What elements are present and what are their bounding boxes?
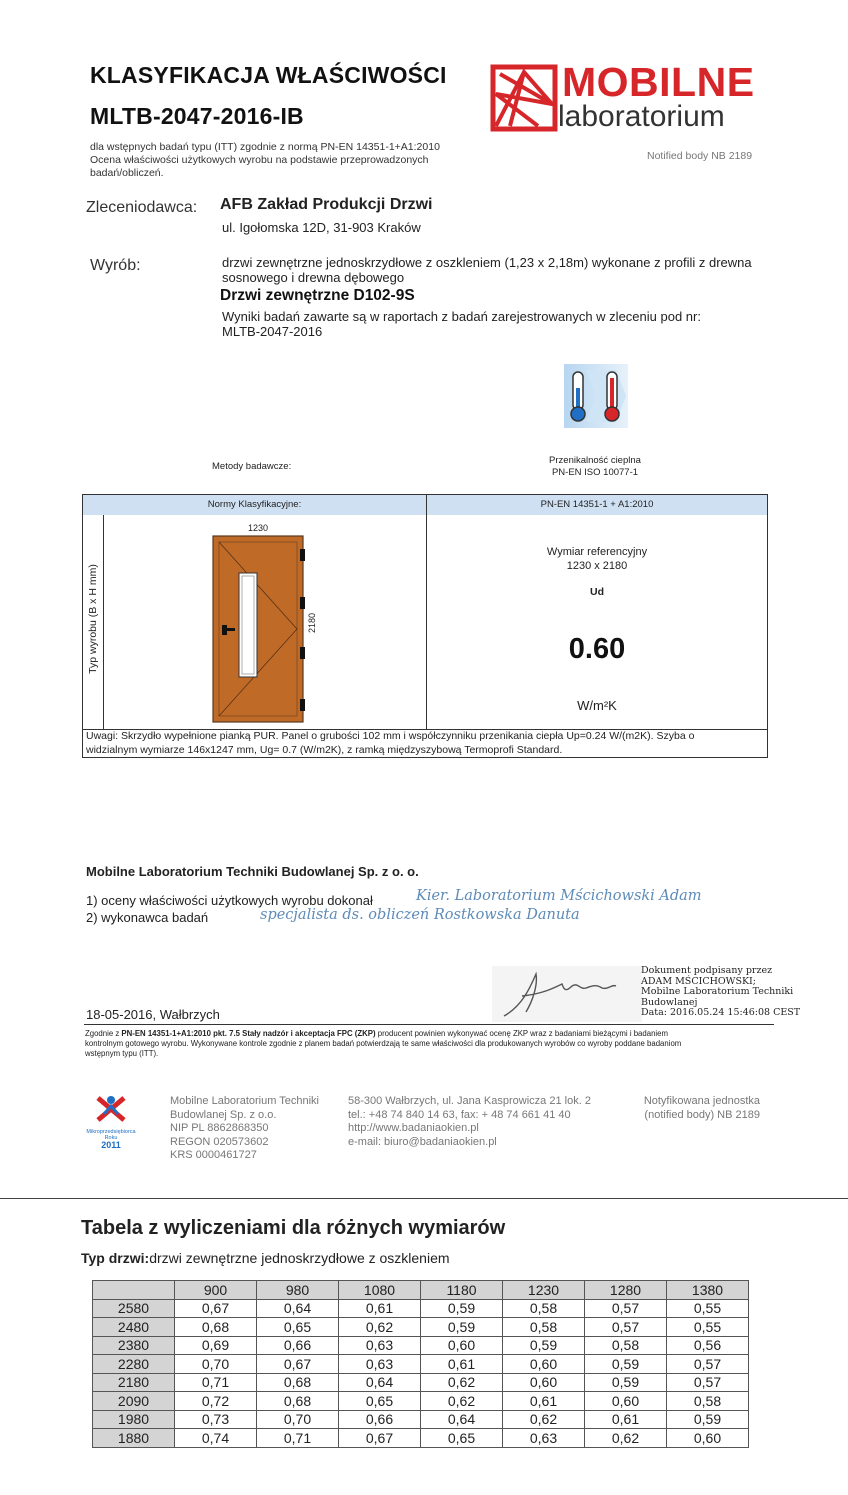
fpc-line: kontrolnym gotowego wyrobu. Wykonywane kontrole zgodnie z planem badań potwierdzają te same właściwości dla produkowanych wyrobów co wyroby poddane badaniom: [85, 1039, 682, 1048]
height-header-cell: 2480: [93, 1318, 175, 1337]
u-value-table: [92, 1280, 749, 1448]
u-value-cell: 0,57: [667, 1373, 749, 1392]
table-row: [93, 1336, 749, 1355]
width-header-cell: 1280: [585, 1281, 667, 1300]
footer-contact: [348, 1095, 591, 1149]
footer-line: NIP PL 8862868350: [170, 1122, 269, 1134]
door-type: [81, 1250, 450, 1266]
assessor-name: Kier. Laboratorium Mścichowski Adam: [416, 888, 702, 904]
u-value-cell: 0,67: [339, 1429, 421, 1448]
u-value-cell: 0,68: [257, 1392, 339, 1411]
u-value-cell: 0,63: [339, 1355, 421, 1374]
digital-sig-line: Budowlanej: [641, 996, 698, 1008]
digital-sig-line: ADAM MŚCICHOWSKI;: [641, 975, 757, 987]
u-value-cell: 0,55: [667, 1299, 749, 1318]
results-line: Wyniki badań zawarte są w raportach z badań zarejestrowanych w zleceniu pod nr:: [222, 309, 701, 324]
height-header-cell: 2090: [93, 1392, 175, 1411]
ud-value: 0.60: [568, 633, 626, 665]
u-value-cell: 0,66: [257, 1336, 339, 1355]
u-value-cell: 0,58: [503, 1318, 585, 1337]
product-description: [222, 255, 762, 285]
u-value-cell: 0,62: [585, 1429, 667, 1448]
intro-line: dla wstępnych badań typu (ITT) zgodnie z normą PN-EN 14351-1+A1:2010: [90, 141, 440, 153]
width-header-cell: 1230: [503, 1281, 585, 1300]
logo-text-laboratorium: laboratorium: [558, 100, 725, 133]
award-text: Roku: [104, 1135, 118, 1141]
product-model: Drzwi zewnętrzne D102-9S: [220, 287, 415, 304]
date-place: 18-05-2016, Wałbrzych: [86, 1007, 220, 1022]
table-row: [93, 1373, 749, 1392]
width-header-cell: 1380: [667, 1281, 749, 1300]
u-value-cell: 0,61: [503, 1392, 585, 1411]
u-value-cell: 0,68: [175, 1318, 257, 1337]
u-value-cell: 0,63: [503, 1429, 585, 1448]
tester-name: specjalista ds. obliczeń Rostkowska Danuta: [260, 907, 580, 923]
result-cell: [427, 515, 767, 729]
client-name: AFB Zakład Produkcji Drzwi: [220, 196, 433, 213]
u-value-cell: 0,60: [503, 1355, 585, 1374]
u-value-cell: 0,67: [175, 1299, 257, 1318]
u-value-cell: 0,61: [421, 1355, 503, 1374]
footer-email-link[interactable]: e-mail: biuro@badaniaokien.pl: [348, 1135, 497, 1148]
table-row: [93, 1299, 749, 1318]
fpc-prefix: Zgodnie z: [85, 1029, 122, 1038]
u-value-cell: 0,68: [257, 1373, 339, 1392]
u-value-cell: 0,60: [503, 1373, 585, 1392]
product-description-line: drzwi zewnętrzne jednoskrzydłowe z oszkleniem (1,23 x 2,18m) wykonane z profili z drewna: [222, 255, 752, 270]
table-row: [93, 1355, 749, 1374]
table-header-row: [93, 1281, 749, 1300]
award-text: Mikroprzedsiębiorca: [86, 1129, 136, 1135]
door-type-value: drzwi zewnętrzne jednoskrzydłowe z oszkleniem: [149, 1250, 450, 1266]
height-header-cell: 2280: [93, 1355, 175, 1374]
u-value-cell: 0,60: [667, 1429, 749, 1448]
fpc-line: [85, 1029, 775, 1039]
footer-company: [170, 1095, 319, 1163]
norms-header: Normy Klasyfikacyjne:: [83, 495, 427, 515]
u-value-cell: 0,58: [667, 1392, 749, 1411]
height-dimension: 2180: [307, 612, 318, 634]
u-value-cell: 0,59: [503, 1336, 585, 1355]
u-value-cell: 0,62: [421, 1392, 503, 1411]
width-header-cell: 900: [175, 1281, 257, 1300]
fpc-rest: producent powinien wykonywać ocenę ZKP wraz z badaniami bieżącymi i badaniem: [375, 1029, 668, 1038]
client-address: ul. Igołomska 12D, 31-903 Kraków: [222, 220, 421, 235]
u-value-cell: 0,64: [257, 1299, 339, 1318]
notes-line: Uwagi: Skrzydło wypełnione pianką PUR. Panel o grubości 102 mm i współczynniku przenikania ciepła Up=0.24 W/(m2K). Szyba o: [86, 730, 695, 742]
reference-label: Wymiar referencyjny: [546, 546, 648, 558]
intro-line: Ocena właściwości użytkowych wyrobu na podstawie przeprowadzonych: [90, 154, 429, 166]
results-line: MLTB-2047-2016: [222, 324, 323, 339]
u-value-cell: 0,58: [585, 1336, 667, 1355]
u-value-cell: 0,62: [503, 1410, 585, 1429]
u-value-cell: 0,61: [339, 1299, 421, 1318]
product-label: Wyrób:: [90, 257, 141, 274]
u-value-cell: 0,69: [175, 1336, 257, 1355]
u-value-cell: 0,59: [585, 1355, 667, 1374]
assessor-label: 1) oceny właściwości użytkowych wyrobu dokonał: [86, 893, 373, 908]
footer-line: KRS 0000461727: [170, 1149, 257, 1161]
norm-value: PN-EN 14351-1 + A1:2010: [427, 495, 767, 515]
u-value-cell: 0,61: [585, 1410, 667, 1429]
footer-line: (notified body) NB 2189: [644, 1108, 760, 1121]
lab-company-name: Mobilne Laboratorium Techniki Budowlanej Sp. z o. o.: [86, 864, 419, 879]
ud-label: Ud: [590, 586, 604, 598]
fpc-line: wstępnym typu (ITT).: [85, 1049, 159, 1058]
digital-signature-block: [641, 966, 800, 1019]
calc-table-title: Tabela z wyliczeniami dla różnych wymiarów: [81, 1217, 506, 1239]
u-value-cell: 0,65: [339, 1392, 421, 1411]
door-type-label: Typ drzwi:: [81, 1250, 150, 1266]
u-value-cell: 0,57: [585, 1299, 667, 1318]
u-value-cell: 0,59: [585, 1373, 667, 1392]
method-name: Przenikalność cieplna: [549, 455, 641, 466]
digital-sig-line: Data: 2016.05.24 15:46:08 CEST: [641, 1007, 801, 1018]
u-value-cell: 0,70: [175, 1355, 257, 1374]
u-value-cell: 0,55: [667, 1318, 749, 1337]
width-header-cell: 1080: [339, 1281, 421, 1300]
door-drawing-cell: [104, 515, 427, 729]
u-value-cell: 0,73: [175, 1410, 257, 1429]
u-value-cell: 0,58: [503, 1299, 585, 1318]
u-value-cell: 0,59: [421, 1299, 503, 1318]
page-divider: [0, 1198, 848, 1199]
footer-line: Budowlanej Sp. z o.o.: [170, 1108, 277, 1121]
height-header-cell: 1980: [93, 1410, 175, 1429]
award-badge: [86, 1094, 136, 1150]
u-value-cell: 0,65: [257, 1318, 339, 1337]
table-row: [93, 1318, 749, 1337]
u-value-cell: 0,60: [421, 1336, 503, 1355]
award-star-icon: [94, 1094, 128, 1124]
type-label: Typ wyrobu (B x H mm): [87, 564, 99, 674]
logo-mark-icon: [490, 64, 560, 132]
u-value-cell: 0,70: [257, 1410, 339, 1429]
award-year: 2011: [101, 1140, 121, 1150]
u-value-cell: 0,67: [257, 1355, 339, 1374]
u-value-cell: 0,72: [175, 1392, 257, 1411]
u-value-cell: 0,63: [339, 1336, 421, 1355]
u-value-cell: 0,59: [667, 1410, 749, 1429]
width-header-cell: 1180: [421, 1281, 503, 1300]
height-header-cell: 1880: [93, 1429, 175, 1448]
width-dimension: 1230: [248, 523, 269, 533]
document-number: MLTB-2047-2016-IB: [90, 103, 304, 129]
logo-text-mobilne: MOBILNE: [562, 59, 755, 105]
footer-line: REGON 020573602: [170, 1135, 269, 1148]
mobilne-laboratorium-logo: [490, 59, 765, 133]
intro-text: [90, 141, 440, 180]
u-value-cell: 0,57: [585, 1318, 667, 1337]
notes-line: widzialnym wymiarze 146x1247 mm, Ug= 0.7 (W/m2K), z ramką międzyszybową Termoprofi Standard.: [86, 743, 563, 756]
height-header-cell: 2180: [93, 1373, 175, 1392]
notified-body-label: Notified body NB 2189: [647, 150, 753, 162]
footer-line: Mobilne Laboratorium Techniki: [170, 1095, 319, 1107]
u-value-cell: 0,62: [421, 1373, 503, 1392]
ud-unit: W/m²K: [577, 698, 617, 713]
reference-size: [427, 545, 767, 573]
width-header-cell: 980: [257, 1281, 339, 1300]
u-value-cell: 0,66: [339, 1410, 421, 1429]
product-description-line: sosnowego i drewna dębowego: [222, 270, 405, 285]
footer-website-link[interactable]: http://www.badaniaokien.pl: [348, 1122, 479, 1134]
client-label: Zleceniodawca:: [86, 199, 198, 216]
u-value-cell: 0,60: [585, 1392, 667, 1411]
u-value-cell: 0,65: [421, 1429, 503, 1448]
u-value-cell: 0,74: [175, 1429, 257, 1448]
u-value-cell: 0,57: [667, 1355, 749, 1374]
fpc-note: [85, 1029, 775, 1059]
u-value-cell: 0,56: [667, 1336, 749, 1355]
table-row: [93, 1429, 749, 1448]
u-value-cell: 0,64: [339, 1373, 421, 1392]
height-header-cell: 2380: [93, 1336, 175, 1355]
method-info: [520, 455, 670, 479]
digital-sig-line: Mobilne Laboratorium Techniki: [641, 986, 794, 997]
intro-line: badań/obliczeń.: [90, 167, 164, 179]
footer-notified: [620, 1095, 760, 1122]
notes-cell: [83, 729, 767, 757]
type-label-cell: [83, 515, 104, 729]
u-value-cell: 0,64: [421, 1410, 503, 1429]
handwritten-signature: [492, 966, 642, 1022]
height-header-cell: 2580: [93, 1299, 175, 1318]
reference-dimensions: 1230 x 2180: [566, 560, 628, 572]
door-drawing: [209, 535, 309, 725]
footer-line: 58-300 Wałbrzych, ul. Jana Kasprowicza 21 lok. 2: [348, 1095, 591, 1107]
footer-line: Notyfikowana jednostka: [643, 1095, 760, 1107]
classification-table: [82, 494, 768, 758]
table-corner-cell: [93, 1281, 175, 1300]
u-value-cell: 0,59: [421, 1318, 503, 1337]
table-row: [93, 1410, 749, 1429]
u-value-cell: 0,71: [257, 1429, 339, 1448]
u-value-cell: 0,71: [175, 1373, 257, 1392]
tester-label: 2) wykonawca badań: [86, 910, 209, 925]
method-norm: PN-EN ISO 10077-1: [551, 467, 639, 478]
table-row: [93, 1392, 749, 1411]
methods-label: Metody badawcze:: [212, 461, 292, 472]
u-value-cell: 0,62: [339, 1318, 421, 1337]
fpc-bold: PN-EN 14351-1+A1:2010 pkt. 7.5 Stały nadzór i akceptacja FPC (ZKP): [121, 1029, 376, 1038]
digital-sig-line: Dokument podpisany przez: [641, 965, 773, 976]
document-title: KLASYFIKACJA WŁAŚCIWOŚCI: [90, 62, 447, 88]
results-reference: [222, 309, 701, 339]
thermometer-transfer-icon: [564, 364, 628, 428]
footer-line: tel.: +48 74 840 14 63, fax: + 48 74 661 41 40: [348, 1108, 571, 1121]
